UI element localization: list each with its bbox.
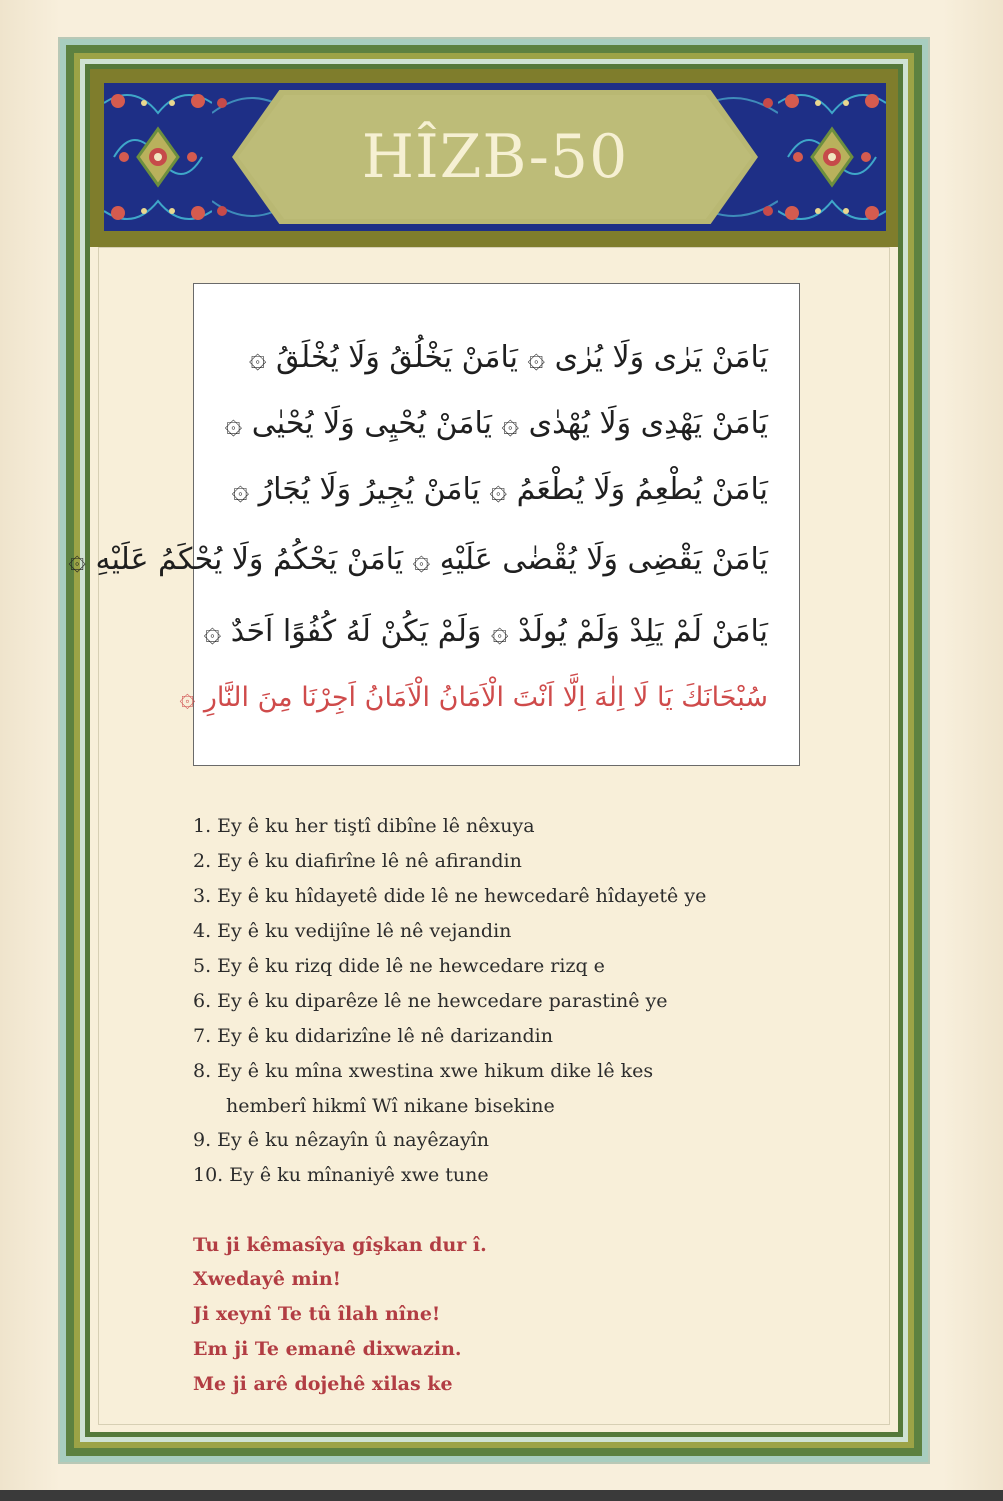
translation-item: 3. Ey ê ku hîdayetê dide lê ne hewcedarê hîdayetê ye [193, 885, 707, 907]
translation-item: 7. Ey ê ku didarizîne lê nê darizandin [193, 1025, 553, 1047]
translation-item: 9. Ey ê ku nêzayîn û nayêzayîn [193, 1129, 489, 1151]
page-title: HÎZB-50 [361, 122, 629, 192]
prayer-line: Xwedayê min! [193, 1268, 342, 1290]
translation-item: 2. Ey ê ku diafirîne lê nê afirandin [193, 850, 522, 872]
prayer-line: Me ji arê dojehê xilas ke [193, 1373, 453, 1395]
rosette-icon [104, 83, 212, 231]
arabic-line: يَامَنْ يَرٰى وَلَا يُرٰى ۞ يَامَنْ يَخْلُقُ وَلَا يُخْلَقُ ۞ [248, 340, 768, 375]
translation-item: 1. Ey ê ku her tiştî dibîne lê nêxuya [193, 815, 535, 837]
arabic-closing-line: سُبْحَانَكَ يَا لَا اِلٰهَ اِلَّا اَنْتَ الْاَمَانُ الْاَمَانُ اَجِرْنَا مِنَ النَّارِ ۞ [179, 682, 768, 713]
arabic-line: يَامَنْ يَهْدِى وَلَا يُهْدٰى ۞ يَامَنْ يُحْيِى وَلَا يُحْيٰى ۞ [224, 406, 768, 441]
translation-item: 6. Ey ê ku diparêze lê ne hewcedare parastinê ye [193, 990, 668, 1012]
translation-item: 5. Ey ê ku rizq dide lê ne hewcedare rizq e [193, 955, 605, 977]
arabic-line: يَامَنْ لَمْ يَلِدْ وَلَمْ يُولَدْ ۞ وَلَمْ يَكُنْ لَهُ كُفُوًا اَحَدٌ ۞ [203, 614, 768, 649]
rosette-icon [778, 83, 886, 231]
bottom-edge [0, 1490, 1003, 1501]
prayer-line: Em ji Te emanê dixwazin. [193, 1338, 462, 1360]
translation-item: 4. Ey ê ku vedijîne lê nê vejandin [193, 920, 512, 942]
banner-ornament-right [778, 83, 886, 231]
prayer-line: Tu ji kêmasîya gîşkan dur î. [193, 1234, 487, 1256]
translation-item: 10. Ey ê ku mînaniyê xwe tune [193, 1164, 489, 1186]
banner-ornament-left [104, 83, 212, 231]
arabic-line: يَامَنْ يُطْعِمُ وَلَا يُطْعَمُ ۞ يَامَنْ يُجِيرُ وَلَا يُجَارُ ۞ [231, 472, 768, 507]
translation-item: 8. Ey ê ku mîna xwestina xwe hikum dike lê kes [193, 1060, 654, 1082]
translation-item-continuation: hemberî hikmî Wî nikane bisekine [226, 1095, 555, 1117]
arabic-line: يَامَنْ يَقْضِى وَلَا يُقْضٰى عَلَيْهِ ۞ يَامَنْ يَحْكُمُ وَلَا يُحْكَمُ عَلَيْهِ ۞ [68, 542, 768, 577]
prayer-line: Ji xeynî Te tû îlah nîne! [193, 1303, 441, 1325]
